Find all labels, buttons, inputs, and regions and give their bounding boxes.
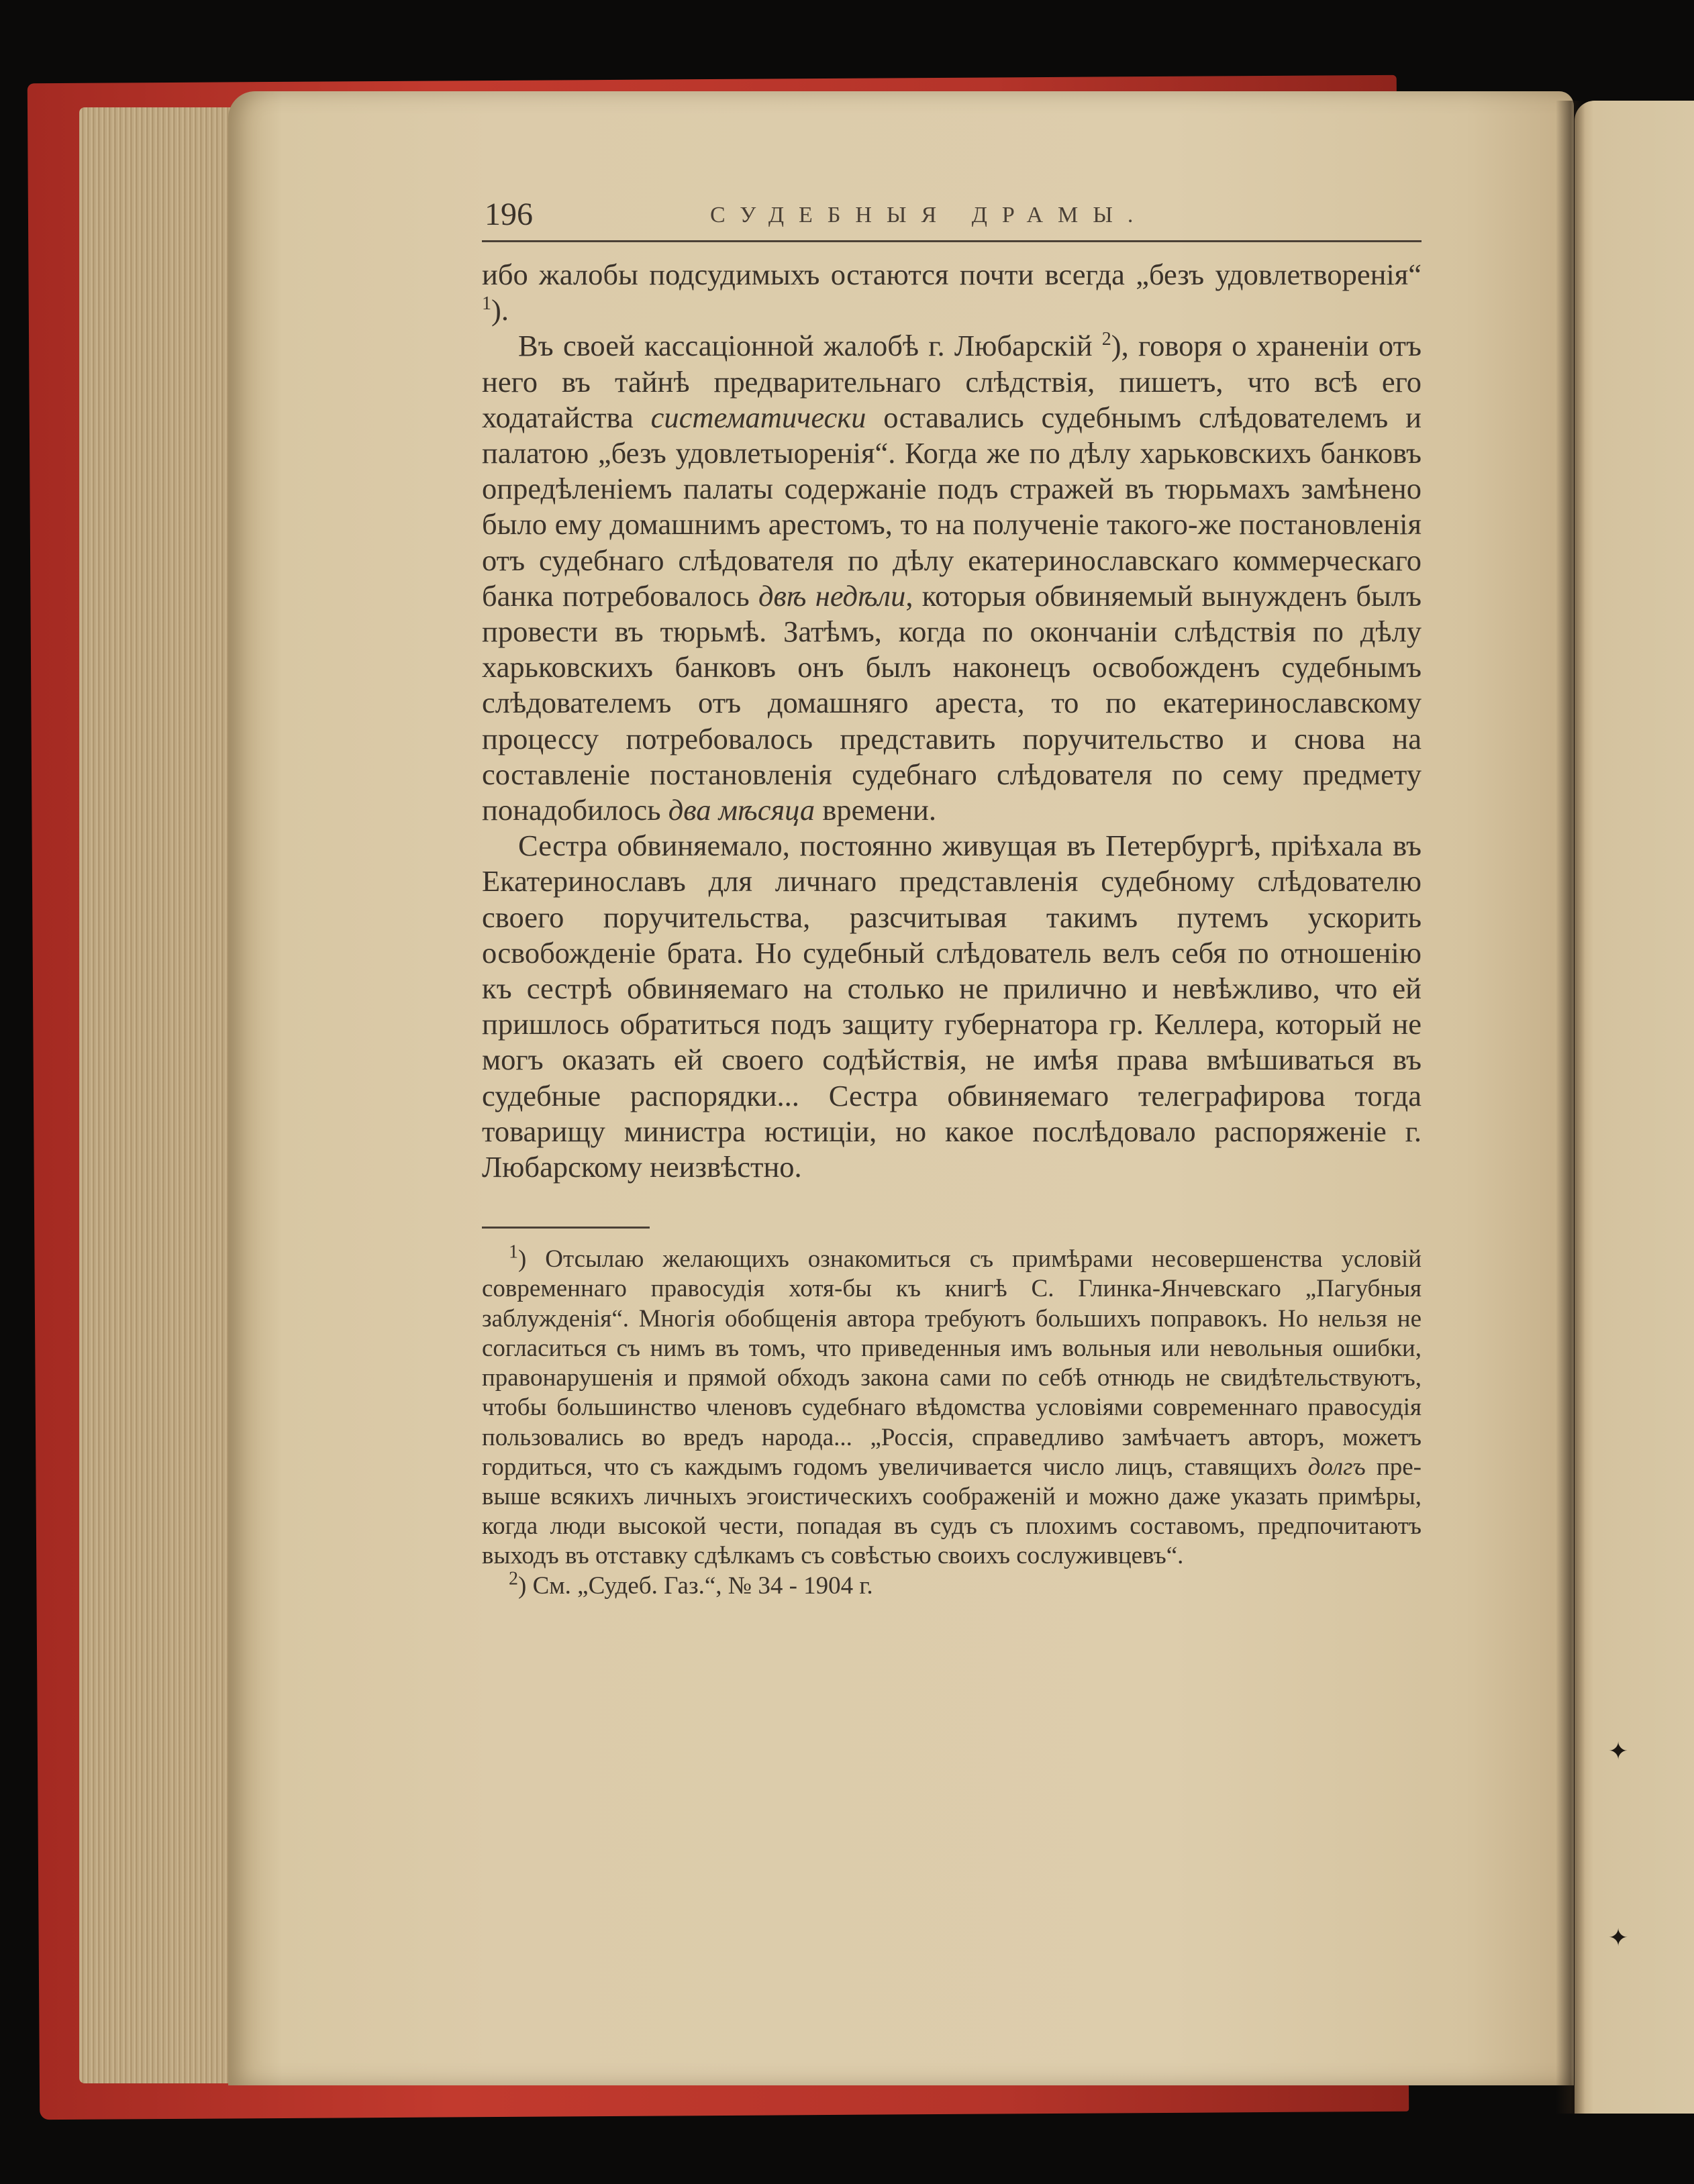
- emphasis-text: долгъ: [1307, 1453, 1366, 1481]
- emphasis-text: два мѣсяца: [668, 793, 815, 827]
- text-span: ) См. „Судеб. Газ.“, № 34 - 1904 г.: [518, 1571, 873, 1600]
- ornament-mark: ✦: [1608, 1924, 1629, 1952]
- text-span: ибо жалобы подсудимыхъ остаются почти всегда „безъ удовлетворенія“: [482, 258, 1422, 291]
- ornament-mark: ✦: [1608, 1738, 1629, 1765]
- text-span: , которыя обвиняемый вынужденъ былъ провести въ тюрьмѣ. Затѣмъ, когда по окончаніи слѣдствія по дѣлу харьковскихъ банковъ онъ былъ наконецъ освобожденъ судебнымъ слѣдователемъ отъ домашняго ареста, то по екатеринославскому процессу потребовалось представить поручительство и снова на составленіе постановленія судебнаго слѣдователя по сему предмету понадобилось: [482, 578, 1422, 827]
- footnote-mark: 2: [509, 1568, 518, 1590]
- body-text: [482, 257, 1422, 1185]
- text-span: ), говоря о храненіи отъ него въ тайнѣ предварительнаго слѣдствія, пишетъ, что всѣ его ходатайства: [482, 329, 1422, 434]
- text-span: оставались судебнымъ слѣдователемъ и палатою „безъ удовлетыоренія“. Когда же по дѣлу харьковскихъ банковъ опредѣленіемъ палаты содержаніе подъ стражей въ тюрьмахъ замѣнено было ему домашнимъ арестомъ, то на полученіе такого-же постановленія отъ судебнаго слѣдователя по дѣлу екатеринославскаго коммерческаго банка потребовалось: [482, 400, 1422, 613]
- footnote-separator: [482, 1227, 650, 1229]
- emphasis-text: двѣ недѣли: [758, 578, 906, 613]
- emphasis-text: систематически: [650, 400, 866, 434]
- page-content: [482, 191, 1422, 1601]
- page-number: 196: [485, 197, 533, 232]
- footnote: [482, 1241, 1422, 1571]
- footnote-ref: 2: [1101, 329, 1111, 350]
- footnote-mark: 1: [509, 1241, 518, 1263]
- text-span: времени.: [815, 793, 936, 827]
- footnote-ref: 1: [482, 293, 491, 315]
- paragraph: Сестра обвиняемало, постоянно живущая въ Петербургѣ, пріѣхала въ Екатеринославъ для личнаго представленія судебному слѣдователю своего поручительства, разсчитывая такимъ путемъ ускорить освобожденіе брата. Но судебный слѣдователь велъ себя по отношенію къ сестрѣ обвиняемаго на столько не прилично и невѣжливо, что ей пришлось обратиться подъ защиту губернатора гр. Келлера, который не могъ оказать ей своего содѣйствія, не имѣя права вмѣшиваться въ судебные распорядки... Сестра обвиняемаго телеграфирова тогда товарищу министра юстиціи, но какое послѣдовало распоряженіе г. Любарскому неизвѣстно.: [482, 829, 1422, 1184]
- running-head: [482, 191, 1422, 242]
- footnote: [482, 1568, 1422, 1601]
- book-gutter: [1556, 101, 1585, 2114]
- paragraph: [482, 257, 1422, 328]
- text-span: Въ своей кассаціонной жалобѣ г. Любарскій: [518, 329, 1102, 363]
- facing-page: [1575, 101, 1694, 2114]
- paragraph: [482, 328, 1422, 828]
- text-span: ) Отсылаю желающихъ ознакомиться съ примѣрами несовершенства условій современнаго правосудія хотя-бы къ книгѣ С. Глинка-Янчевскаго „Пагубныя заблужденія“. Многія обобщенія автора требуютъ большихъ поправокъ. Но нельзя не согласиться съ нимъ въ томъ, что приведенныя имъ вольныя или невольныя ошибки, правонарушенія и прямой обходъ закона сами по себѣ отнюдь не свидѣтельствуютъ, чтобы большинство членовъ судебнаго вѣдомства условіями современнаго правосудія пользовались во вредъ народа... „Россія, справедливо замѣчаетъ авторъ, можетъ гордиться, что съ каждымъ годомъ увеличивается число лицъ, ставящихъ: [482, 1245, 1422, 1481]
- running-title: СУДЕБНЫЯ ДРАМЫ.: [710, 203, 1148, 227]
- text-span: ).: [491, 293, 509, 327]
- text-span: превыше всякихъ личныхъ эгоистическихъ соображеній и можно даже указать примѣры, когда люди высокой чести, попадая въ судъ съ плохимъ составомъ, предпочитаютъ выходъ въ отставку сдѣлкамъ съ совѣстью своихъ сослуживцевъ“.: [482, 1453, 1422, 1570]
